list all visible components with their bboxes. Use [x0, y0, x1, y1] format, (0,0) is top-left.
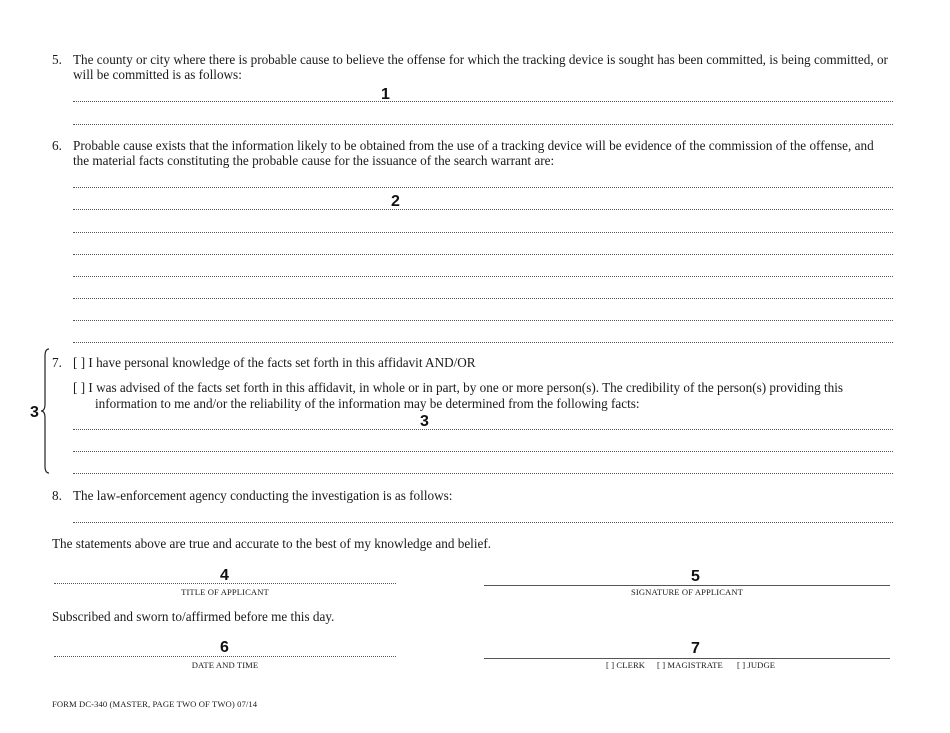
callout-2: 2: [391, 193, 400, 210]
item-8-text: The law-enforcement agency conducting the investigation is as follows:: [73, 488, 453, 503]
date-and-time-label: DATE AND TIME: [191, 660, 259, 670]
callout-1: 1: [381, 86, 390, 103]
officer-signature-line[interactable]: [484, 658, 890, 659]
item-6-answer-line[interactable]: [73, 320, 893, 321]
item-6-number: 6.: [52, 138, 62, 153]
item-6-answer-line[interactable]: [73, 276, 893, 277]
item-7-option-advised-line1[interactable]: [ ] I was advised of the facts set forth in this affidavit, in whole or in part, by one or more person(s). The credibility of the person(s) providing this: [73, 380, 844, 395]
signature-of-applicant-line[interactable]: [484, 585, 890, 586]
item-8-answer-line[interactable]: [73, 522, 893, 523]
callout-4: 4: [220, 567, 229, 584]
title-of-applicant-label: TITLE OF APPLICANT: [181, 587, 269, 597]
item-5-text-line2: will be committed is as follows:: [73, 67, 242, 82]
item-6-text-line1: Probable cause exists that the information likely to be obtained from the use of a tracking device will be evidence of the commission of the offense, and: [73, 138, 874, 153]
item-7-answer-line[interactable]: [73, 473, 893, 474]
item-6-answer-line[interactable]: [73, 232, 893, 233]
callout-7: 7: [691, 640, 700, 657]
statement-text: The statements above are true and accurate to the best of my knowledge and belief.: [52, 536, 492, 551]
callout-3: 3: [420, 413, 429, 430]
callout-6: 6: [220, 639, 229, 656]
signature-of-applicant-label: SIGNATURE OF APPLICANT: [630, 587, 744, 597]
item-6-answer-line[interactable]: [73, 209, 893, 210]
magistrate-checkbox[interactable]: [ ] MAGISTRATE: [657, 660, 723, 670]
clerk-checkbox[interactable]: [ ] CLERK: [606, 660, 646, 670]
item-7-answer-line[interactable]: [73, 429, 893, 430]
item-5-answer-line[interactable]: [73, 124, 893, 125]
item-6-answer-line[interactable]: [73, 187, 893, 188]
item-6-answer-line[interactable]: [73, 254, 893, 255]
item-5-number: 5.: [52, 52, 62, 67]
callout-5: 5: [691, 568, 700, 585]
item-5-answer-line[interactable]: [73, 101, 893, 102]
judge-checkbox[interactable]: [ ] JUDGE: [737, 660, 776, 670]
item-5-text-line1: The county or city where there is probable cause to believe the offense for which the tracking device is sought has been committed, is being committed, or: [73, 52, 888, 67]
title-of-applicant-line[interactable]: [54, 583, 396, 584]
sworn-text: Subscribed and sworn to/affirmed before me this day.: [52, 609, 335, 624]
item-7-option-advised-line2: information to me and/or the reliability of the information may be determined from the following facts:: [95, 396, 640, 411]
form-footer: FORM DC-340 (MASTER, PAGE TWO OF TWO) 07/14: [52, 699, 258, 709]
item-8-number: 8.: [52, 488, 62, 503]
item-6-text-line2: the material facts constituting the probable cause for the issuance of the search warrant are:: [73, 153, 555, 168]
item-6-answer-line[interactable]: [73, 342, 893, 343]
item-7-number: 7.: [52, 355, 62, 370]
item-7-option-personal-knowledge[interactable]: [ ] I have personal knowledge of the facts set forth in this affidavit AND/OR: [73, 355, 476, 370]
item-6-answer-line[interactable]: [73, 298, 893, 299]
callout-3-brace: 3: [30, 404, 39, 421]
date-and-time-line[interactable]: [54, 656, 396, 657]
item-7-answer-line[interactable]: [73, 451, 893, 452]
